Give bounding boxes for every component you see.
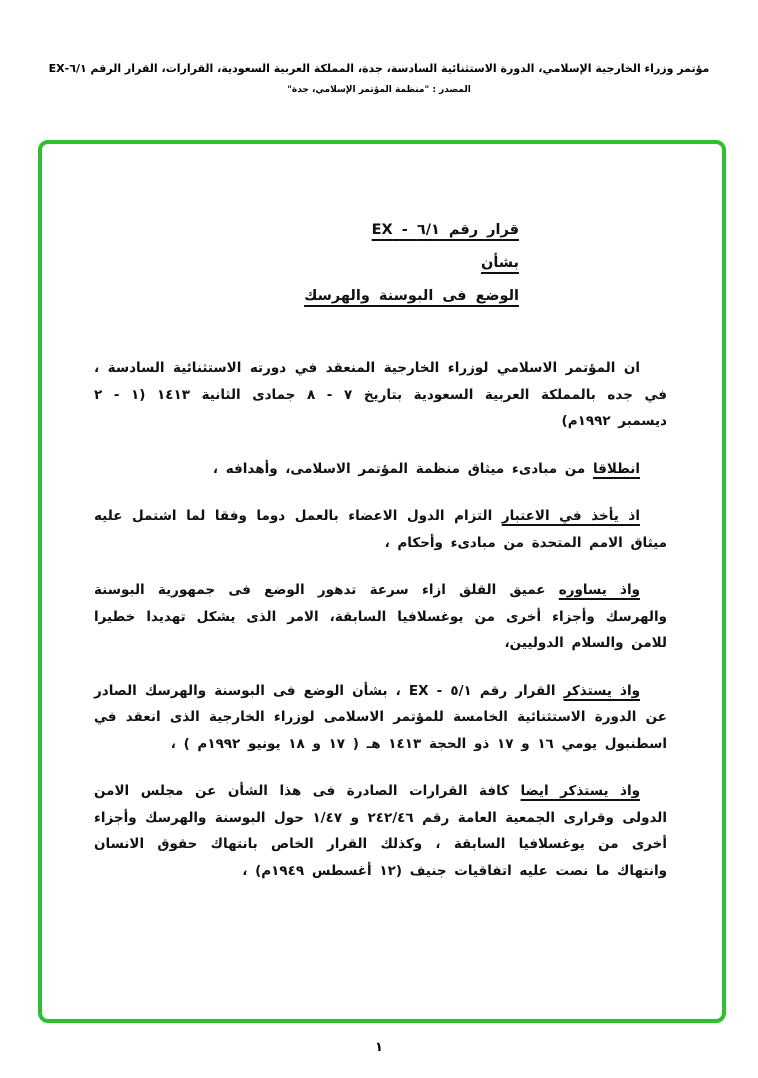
resolution-number-line [94, 214, 519, 247]
paragraph-lead: واذ يستذكر [563, 682, 640, 699]
paragraph-lead: انطلاقا [592, 460, 640, 477]
paragraph-text: التزام الدول الاعضاء بالعمل دوما وفقا لما اشتمل عليه ميثاق الامم المتحدة من مبادىء وأحكام ، [94, 508, 667, 551]
paragraph-lead: واذ يستذكر ايضا [520, 783, 640, 799]
paragraph-text: ان المؤتمر الاسلامي لوزراء الخارجية المنعقد في دورته الاستثنائية السادسة ، في جده بالمملكة العربية السعودية بتاريخ ٧ - ٨ جمادى الثانية ١٤١٣ (١ - ٢ ديسمبر ١٩٩٢م) [94, 360, 668, 429]
paragraph-lead: واذ يساوره [558, 582, 640, 598]
paragraph-recalling [94, 678, 667, 758]
paragraph-recalling-also [94, 778, 667, 884]
document-header [10, 62, 748, 95]
paragraph-text: القرار رقم ٥/١ - EX ، بشأن الوضع فى البوسنة والهرسك الصادر عن الدورة الاستثنائية الخامسة للمؤتمر الاسلامى لوزراء الخارجية الذى انعقد في اسطنبول يومي ١٦ و ١٧ ذو الحجة ١٤١٣ هـ ( ١٧ و ١٨ يونيو ١٩٩٢م ) ، [94, 682, 667, 752]
paragraph-deep-concern [94, 577, 667, 657]
header-source: المصدر : "منظمة المؤتمر الإسلامي، جدة" [287, 85, 471, 95]
paragraph-taking-into-account [94, 503, 667, 556]
paragraph-intilaqan [94, 456, 667, 483]
paragraph-text: من مبادىء ميثاق منظمة المؤتمر الاسلامى، وأهدافه ، [212, 460, 593, 477]
resolution-subject: الوضع فى البوسنة والهرسك [304, 288, 519, 304]
resolution-body [94, 355, 667, 884]
resolution-title-block [94, 214, 667, 313]
header-citation: مؤتمر وزراء الخارجية الإسلامي، الدورة الاستثنائية السادسة، جدة، المملكة العربية السعودية، القرارات، القرار الرقم ٦/١-EX [48, 62, 710, 75]
paragraph-text: كافة القرارات الصادرة فى هذا الشأن عن مجلس الامن الدولى وقرارى الجمعية العامة رقم ٢٤٢/٤٦ و ١/٤٧ حول البوسنة والهرسك وأجزاء أخرى من يوغسلافيا السابقة ، وكذلك القرار الخاص بانتهاك حقوق الانسان وانتهاك ما نصت عليه اتفاقيات جنيف (١٢ أغسطس ١٩٤٩م) ، [94, 783, 667, 879]
scanned-page-frame [38, 140, 726, 1023]
paragraph-lead: اذ يأخذ في الاعتبار [501, 508, 640, 524]
paragraph-preamble [94, 355, 667, 435]
resolution-subject-line [94, 280, 519, 313]
paragraph-text: عميق القلق ازاء سرعة تدهور الوضع فى جمهورية البوسنة والهرسك وأجزاء أخرى من يوغسلافيا السابقة، الامر الذى يشكل تهديدا خطيرا للامن والسلام الدوليين، [94, 582, 667, 651]
resolution-number: قرار رقم ٦/١ - EX [371, 222, 519, 238]
page-number: ١ [375, 1040, 383, 1055]
resolution-regarding: بشأن [480, 255, 519, 271]
resolution-regarding-line [94, 247, 519, 280]
